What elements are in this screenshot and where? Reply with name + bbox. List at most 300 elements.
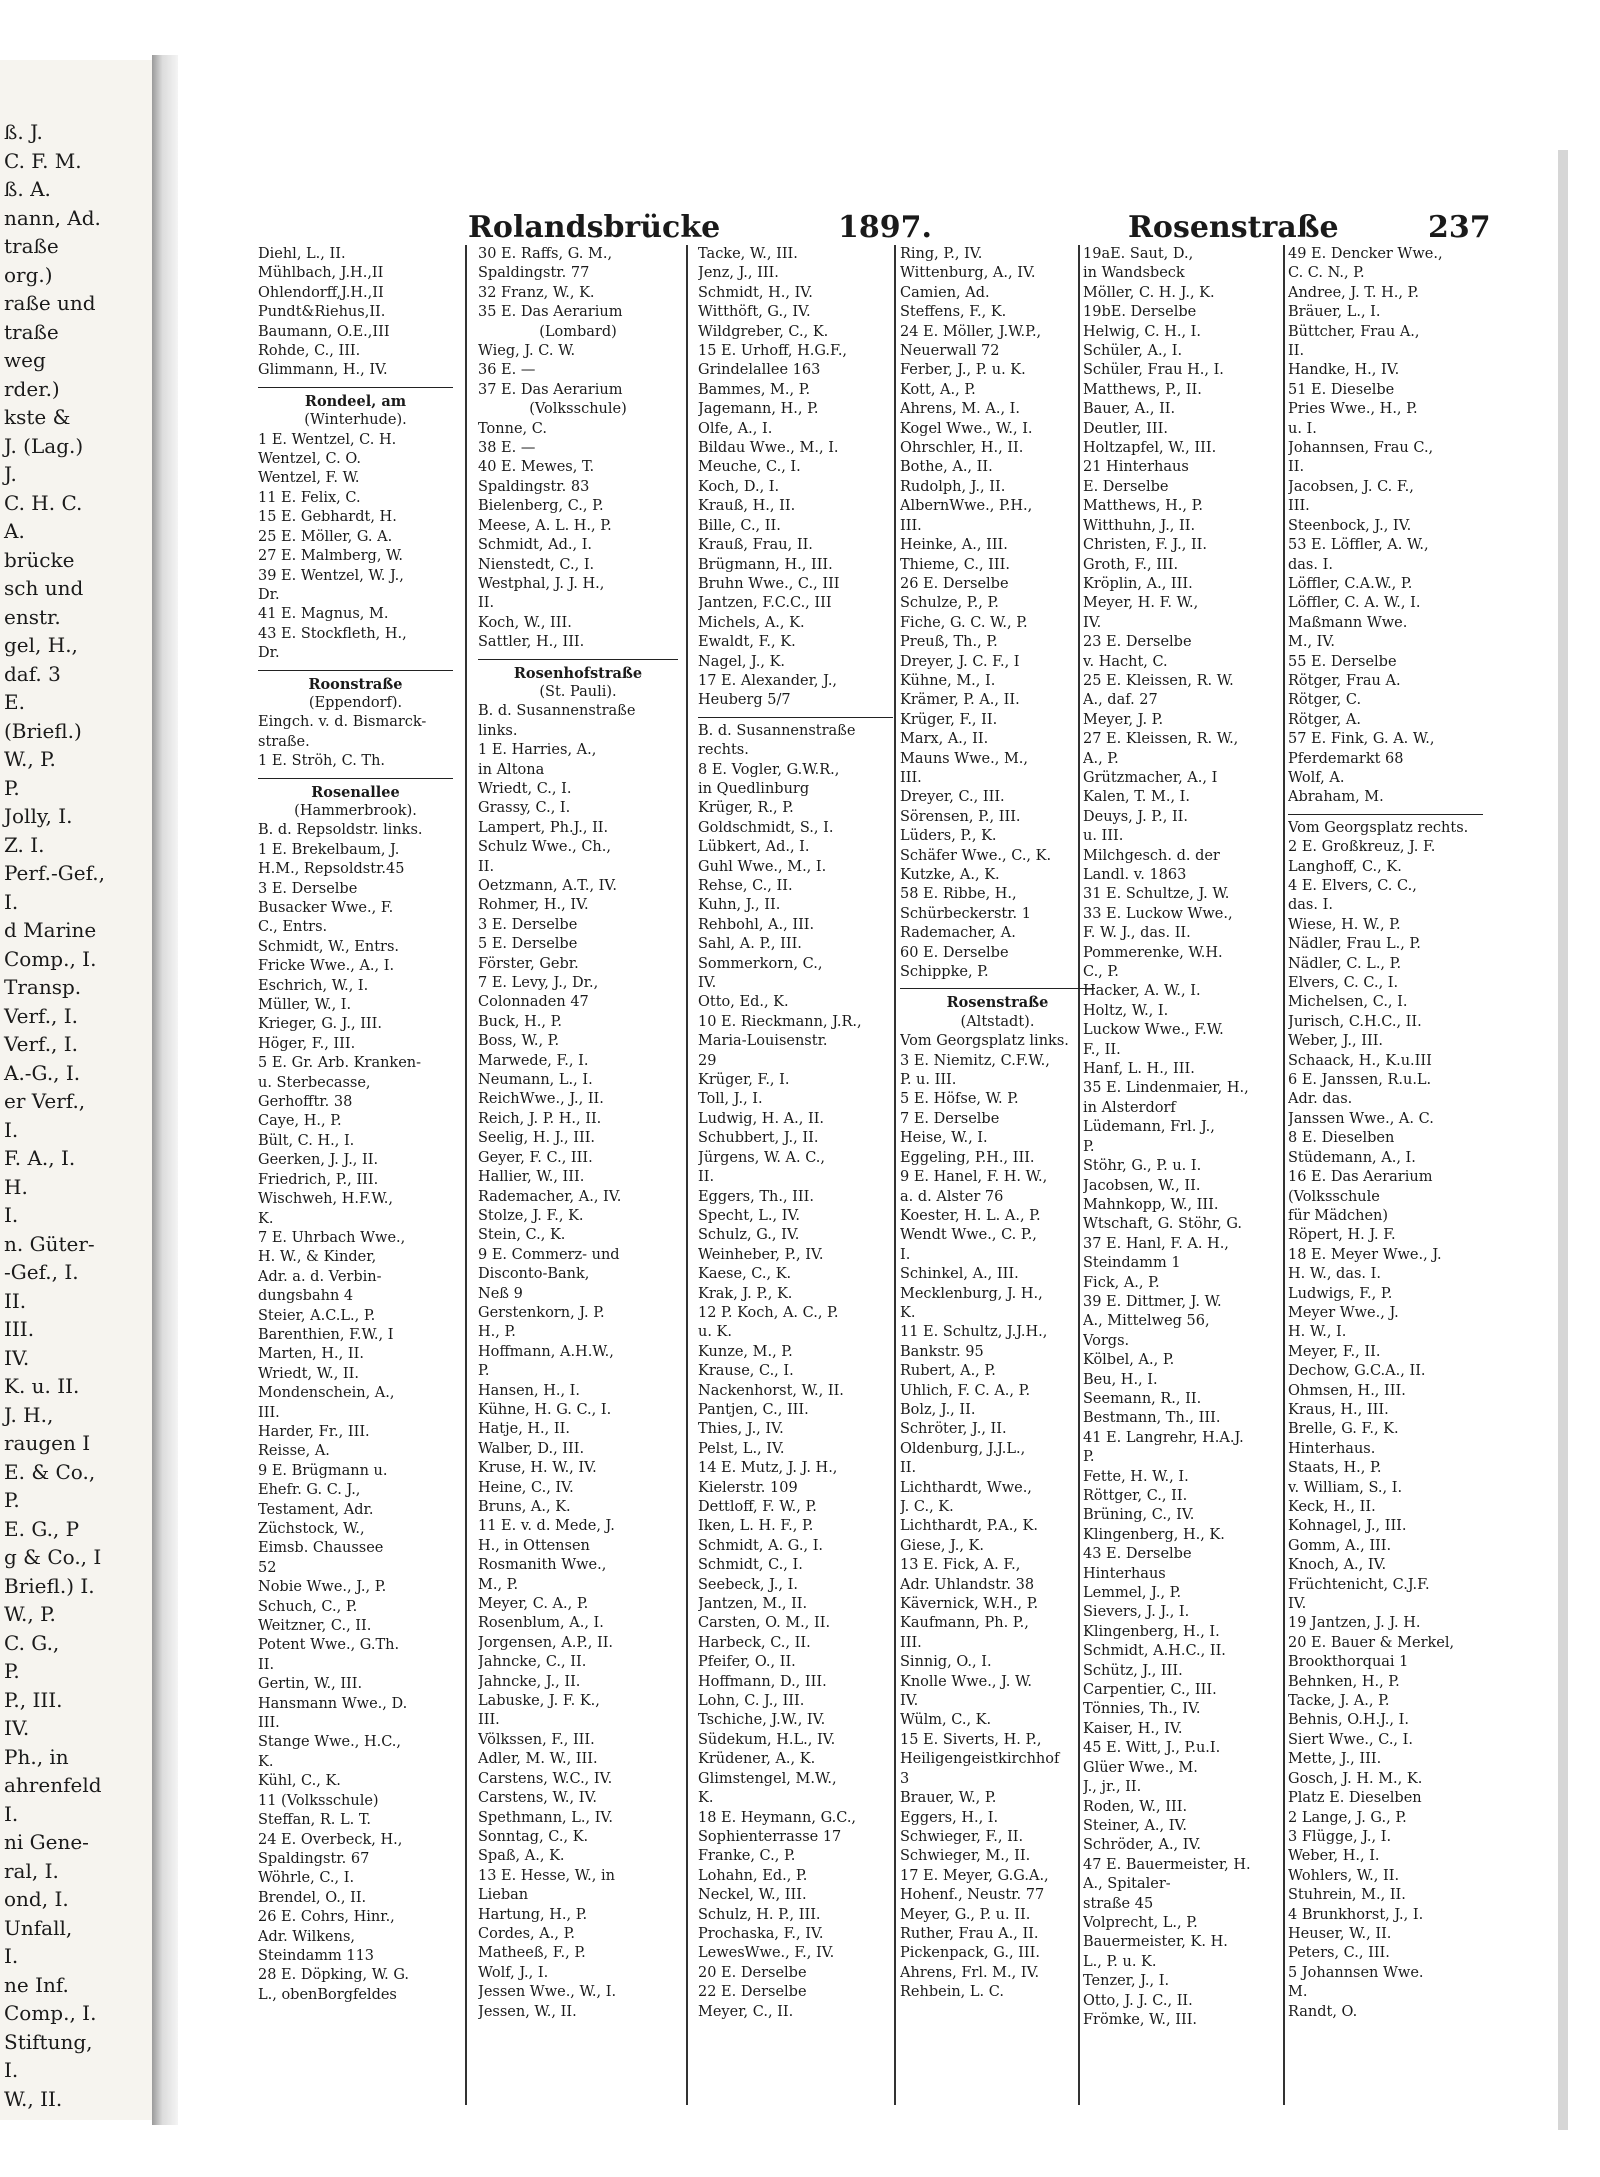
directory-entry: Schulz, G., IV. xyxy=(698,1227,800,1244)
directory-entry: IV. xyxy=(698,975,717,992)
directory-entry: Hartung, H., P. xyxy=(478,1906,588,1923)
left-page-line: W., II. xyxy=(4,2086,63,2111)
left-page-line: I. xyxy=(4,1203,19,1227)
directory-entry: Toll, J., I. xyxy=(698,1091,763,1108)
directory-entry: Koch, D., I. xyxy=(698,478,780,495)
directory-entry: Disconto-Bank, xyxy=(478,1266,590,1283)
directory-entry: H., P. xyxy=(478,1324,516,1341)
directory-entry: Heuberg 5/7 xyxy=(698,692,791,709)
directory-entry: 4 E. Elvers, C. C., xyxy=(1288,878,1417,894)
directory-entry: Rötger, C. xyxy=(1288,692,1362,709)
left-page-line: P. xyxy=(4,775,20,800)
street-heading: Rosenstraße xyxy=(946,994,1049,1012)
directory-entry: Meyer, F., II. xyxy=(1288,1343,1381,1360)
directory-entry: Völkssen, F., III. xyxy=(478,1731,595,1748)
directory-entry: Jorgensen, A.P., II. xyxy=(478,1634,614,1651)
directory-entry: Uhlich, F. C. A., P. xyxy=(900,1382,1031,1399)
directory-entry: Lemmel, J., P. xyxy=(1083,1585,1182,1602)
directory-entry: Sievers, J. J., I. xyxy=(1083,1604,1190,1621)
directory-entry: Jagemann, H., P. xyxy=(698,401,819,418)
directory-entry: Ferber, J., P. u. K. xyxy=(900,362,1026,379)
directory-entry: II. xyxy=(478,858,495,875)
directory-entry: Möller, C. H. J., K. xyxy=(1083,284,1215,301)
directory-entry: Rohde, C., III. xyxy=(258,343,361,360)
directory-entry: Seemann, R., II. xyxy=(1083,1390,1202,1407)
directory-entry: Kaese, C., K. xyxy=(698,1266,792,1283)
directory-entry: Kröplin, A., III. xyxy=(1083,575,1193,592)
directory-entry: Brüning, C., IV. xyxy=(1083,1507,1195,1524)
left-page-line: P. xyxy=(4,1659,20,1683)
directory-entry: 13 E. Hesse, W., in xyxy=(478,1867,615,1884)
directory-entry: Schuch, C., P. xyxy=(258,1598,358,1615)
directory-entry: 4 Brunkhorst, J., I. xyxy=(1288,1906,1424,1923)
directory-entry: Platz E. Dieselben xyxy=(1288,1790,1422,1807)
directory-entry: das. I. xyxy=(1288,556,1333,573)
left-page-line: J. xyxy=(4,462,17,486)
directory-entry: Hoffmann, D., III. xyxy=(698,1673,827,1690)
directory-entry: Buck, H., P. xyxy=(478,1013,563,1030)
directory-entry: 39 E. Wentzel, W. J., xyxy=(258,567,404,584)
directory-entry: AlbernWwe., P.H., xyxy=(900,498,1033,515)
directory-entry: Brügmann, H., III. xyxy=(698,556,833,573)
directory-entry: Ring, P., IV. xyxy=(900,246,983,262)
directory-entry: (St. Pauli). xyxy=(539,683,617,700)
directory-entry: Krämer, P. A., II. xyxy=(900,692,1020,709)
directory-entry: Wiese, H. W., P. xyxy=(1288,916,1401,933)
directory-entry: 17 E. Alexander, J., xyxy=(698,672,838,689)
left-page-line: P., III. xyxy=(4,1687,63,1712)
directory-entry: Bolz, J., II. xyxy=(900,1401,976,1418)
directory-entry: Dreyer, J. C. F., I xyxy=(900,653,1020,670)
directory-entry: Spaldingstr. 67 xyxy=(258,1850,370,1867)
directory-entry: Cordes, A., P. xyxy=(478,1925,576,1942)
directory-entry: Sahl, A. P., III. xyxy=(698,936,802,953)
directory-entry: F., II. xyxy=(1083,1041,1121,1058)
directory-entry: Koch, W., III. xyxy=(478,614,572,631)
left-page-line: Stiftung, xyxy=(4,2029,93,2054)
directory-entry: u. K. xyxy=(698,1324,732,1341)
directory-entry: Lieban xyxy=(478,1887,529,1904)
directory-entry: Colonnaden 47 xyxy=(478,994,589,1011)
directory-entry: dungsbahn 4 xyxy=(258,1288,354,1305)
directory-entry: Tonne, C. xyxy=(478,420,547,437)
directory-entry: Eimsb. Chaussee xyxy=(258,1540,384,1557)
left-page-line: I. xyxy=(4,2058,19,2082)
directory-entry: Meyer, J. P. xyxy=(1083,711,1164,728)
directory-entry: Dr. xyxy=(258,645,280,662)
directory-entry: 3 E. Niemitz, C.F.W., xyxy=(900,1052,1050,1069)
directory-entry: Schüler, Frau H., I. xyxy=(1083,362,1224,379)
left-page-line: IV. xyxy=(4,1716,30,1740)
left-page-fragment xyxy=(0,60,160,2120)
directory-entry: Marwede, F., I. xyxy=(478,1052,589,1069)
left-page-line: Transp. xyxy=(4,975,82,999)
page-number: 237 xyxy=(1428,210,1491,245)
directory-entry: Ohrschler, H., II. xyxy=(900,440,1024,457)
directory-entry: Thieme, C., III. xyxy=(900,556,1010,573)
directory-entry: Oldenburg, J.J.L., xyxy=(900,1440,1026,1457)
directory-entry: Pickenpack, G., III. xyxy=(900,1945,1040,1962)
directory-entry: v. Hacht, C. xyxy=(1083,653,1168,670)
directory-entry: II. xyxy=(900,1460,917,1477)
directory-entry: Eschrich, W., I. xyxy=(258,977,369,994)
directory-entry: Milchgesch. d. der xyxy=(1083,847,1220,864)
directory-entry: Tacke, W., III. xyxy=(698,246,798,262)
directory-entry: Jantzen, M., II. xyxy=(698,1596,808,1613)
directory-entry: Lohn, C. J., III. xyxy=(698,1693,805,1710)
directory-entry: Franke, C., P. xyxy=(698,1848,796,1865)
left-page-line: enstr. xyxy=(4,604,61,629)
left-page-line: n. Güter- xyxy=(4,1231,95,1256)
directory-entry: Ehefr. G. C. J., xyxy=(258,1482,361,1499)
left-page-line: brücke xyxy=(4,547,75,572)
left-page-line: F. A., I. xyxy=(4,1146,76,1170)
directory-entry: Grassy, C., I. xyxy=(478,800,571,817)
directory-entry: Schulz, H. P., III. xyxy=(698,1906,821,1923)
directory-entry: Meese, A. L. H., P. xyxy=(478,517,612,534)
directory-entry: Hansmann Wwe., D. xyxy=(258,1695,408,1712)
directory-entry: 2 Lange, J. G., P. xyxy=(1288,1809,1407,1826)
directory-entry: Jurisch, C.H.C., II. xyxy=(1288,1013,1422,1030)
directory-entry: B. d. Susannenstraße xyxy=(698,722,856,739)
left-page-line: C. G., xyxy=(4,1630,60,1655)
directory-entry: Kutzke, A., K. xyxy=(900,867,1000,883)
directory-entry: Stuhrein, M., II. xyxy=(1288,1887,1406,1904)
directory-entry: Reisse, A. xyxy=(258,1443,330,1460)
directory-entry: 26 E. Cohrs, Hinr., xyxy=(258,1909,395,1926)
directory-entry: Adr. Uhlandstr. 38 xyxy=(900,1576,1035,1593)
directory-entry: Groth, F., III. xyxy=(1083,556,1179,573)
directory-entry: H., in Ottensen xyxy=(478,1537,590,1554)
directory-entry: Wriedt, C., I. xyxy=(478,780,572,797)
directory-entry: C., Entrs. xyxy=(258,919,328,936)
directory-entry: Dr. xyxy=(258,586,280,603)
left-page-line: rder.) xyxy=(4,376,60,401)
directory-entry: Rudolph, J., II. xyxy=(900,478,1006,495)
directory-entry: Ewaldt, F., K. xyxy=(698,634,796,651)
section-rule xyxy=(478,653,678,660)
book-gutter xyxy=(152,55,178,2125)
directory-entry: Dreyer, C., III. xyxy=(900,789,1005,806)
directory-entry: 37 E. Hanl, F. A. H., xyxy=(1083,1235,1229,1252)
left-page-line: org.) xyxy=(4,262,53,287)
directory-entry: 1 E. Ströh, C. Th. xyxy=(258,753,386,770)
directory-entry: 25 E. Kleissen, R. W. xyxy=(1083,672,1234,689)
directory-entry: Roden, W., III. xyxy=(1083,1798,1188,1815)
directory-entry: Steffan, R. L. T. xyxy=(258,1812,371,1829)
directory-entry: Fiche, G. C. W., P. xyxy=(900,614,1028,631)
directory-entry: Lohahn, Ed., P. xyxy=(698,1867,808,1884)
directory-entry: 51 E. Dieselbe xyxy=(1288,381,1395,398)
directory-entry: Frömke, W., III. xyxy=(1083,2011,1198,2028)
directory-entry: rechts. xyxy=(698,742,749,759)
directory-entry: 8 E. Dieselben xyxy=(1288,1130,1395,1147)
directory-entry: II. xyxy=(1288,459,1305,476)
directory-entry: Bielenberg, C., P. xyxy=(478,498,604,515)
left-page-line: III. xyxy=(4,1317,35,1341)
directory-entry: Handke, H., IV. xyxy=(1288,362,1400,379)
directory-entry: Eggers, Th., III. xyxy=(698,1188,814,1205)
directory-entry: Langhoff, C., K. xyxy=(1288,858,1402,875)
directory-entry: Steenbock, J., IV. xyxy=(1288,517,1412,534)
directory-entry: Seebeck, J., I. xyxy=(698,1576,798,1593)
directory-entry: Schwieger, M., II. xyxy=(900,1848,1031,1865)
header-right-street: Rosenstraße xyxy=(1128,210,1339,245)
directory-entry: Camien, Ad. xyxy=(900,284,990,301)
directory-entry: Spethmann, L., IV. xyxy=(478,1809,613,1826)
directory-entry: 5 E. Gr. Arb. Kranken- xyxy=(258,1055,422,1072)
directory-entry: Neckel, W., III. xyxy=(698,1887,807,1904)
directory-entry: Matthews, H., P. xyxy=(1083,498,1204,515)
directory-entry: 18 E. Heymann, G.C., xyxy=(698,1809,857,1826)
directory-entry: Kraus, H., III. xyxy=(1288,1401,1389,1418)
directory-entry: Staats, H., P. xyxy=(1288,1460,1382,1477)
directory-entry: Harbeck, C., II. xyxy=(698,1634,811,1651)
directory-entry: Deutler, III. xyxy=(1083,420,1168,437)
directory-entry: Eggeling, P.H., III. xyxy=(900,1149,1035,1166)
directory-entry: (Eppendorf). xyxy=(308,694,403,711)
directory-entry: Maria-Louisenstr. xyxy=(698,1033,828,1050)
directory-entry: Michels, A., K. xyxy=(698,614,805,631)
directory-entry: 12 P. Koch, A. C., P. xyxy=(698,1304,839,1321)
directory-entry: 30 E. Raffs, G. M., xyxy=(478,246,613,262)
directory-entry: 29 xyxy=(698,1052,717,1069)
directory-entry: Glimmann, H., IV. xyxy=(258,362,388,379)
directory-entry: Kaiser, H., IV. xyxy=(1083,1720,1183,1737)
left-page-line: (Briefl.) xyxy=(4,718,82,743)
directory-entry: Jahncke, J., II. xyxy=(478,1673,581,1690)
directory-entry: Glimstengel, M.W., xyxy=(698,1770,837,1787)
directory-column-4 xyxy=(900,245,1095,2105)
directory-entry: IV. xyxy=(1083,614,1102,631)
directory-entry: Gosch, J. H. M., K. xyxy=(1288,1770,1423,1787)
directory-entry: LewesWwe., F., IV. xyxy=(698,1945,835,1962)
directory-entry: (Winterhude). xyxy=(304,412,407,429)
directory-entry: Boss, W., P. xyxy=(478,1033,560,1050)
directory-entry: Geerken, J. J., II. xyxy=(258,1152,379,1169)
directory-entry: Bildau Wwe., M., I. xyxy=(698,440,839,457)
directory-entry: H. W., I. xyxy=(1288,1324,1347,1341)
directory-entry: Rademacher, A. xyxy=(900,925,1016,942)
directory-entry: Matthews, P., II. xyxy=(1083,381,1202,398)
directory-entry: L., obenBorgfeldes xyxy=(258,1986,397,2003)
directory-entry: Lichthardt, P.A., K. xyxy=(900,1518,1038,1535)
directory-entry: M., IV. xyxy=(1288,634,1335,651)
directory-entry: M. xyxy=(1288,1984,1308,2001)
left-page-line: Unfall, xyxy=(4,1915,73,1940)
directory-entry: Schmidt, C., I. xyxy=(698,1557,803,1574)
directory-entry: Ludwigs, F., P. xyxy=(1288,1285,1393,1302)
directory-entry: I. xyxy=(900,1246,911,1263)
directory-entry: 20 E. Derselbe xyxy=(698,1964,807,1981)
directory-entry: Maßmann Wwe. xyxy=(1288,614,1408,631)
directory-entry: 53 E. Löffler, A. W., xyxy=(1288,537,1429,554)
directory-entry: C., P. xyxy=(1083,964,1119,981)
directory-entry: (Altstadt). xyxy=(960,1013,1035,1030)
directory-entry: 43 E. Derselbe xyxy=(1083,1546,1192,1563)
directory-entry: Krüger, R., P. xyxy=(698,800,794,817)
directory-entry: Müller, W., I. xyxy=(258,997,352,1014)
left-page-line: sch und xyxy=(4,576,84,600)
directory-entry: Nobie Wwe., J., P. xyxy=(258,1579,387,1596)
directory-entry: Schmidt, A.H.C., II. xyxy=(1083,1643,1226,1660)
section-rule xyxy=(258,381,453,388)
directory-entry: 36 E. — xyxy=(478,362,536,379)
directory-entry: 2 E. Großkreuz, J. F. xyxy=(1288,839,1436,856)
directory-entry: Krüger, F., I. xyxy=(698,1072,790,1089)
directory-entry: 58 E. Ribbe, H., xyxy=(900,886,1017,903)
street-heading: Roonstraße xyxy=(308,675,403,693)
directory-entry: Heuser, W., II. xyxy=(1288,1925,1392,1942)
directory-entry: Walber, D., III. xyxy=(478,1440,585,1457)
directory-entry: Iken, L. H. F., P. xyxy=(698,1518,814,1535)
directory-entry: Schmidt, H., IV. xyxy=(698,284,813,301)
directory-entry: Labuske, J. F. K., xyxy=(478,1693,600,1710)
directory-entry: Weber, J., III. xyxy=(1288,1033,1384,1050)
directory-entry: Gertin, W., III. xyxy=(258,1676,363,1693)
directory-entry: Goldschmidt, S., I. xyxy=(698,819,834,836)
directory-entry: Schwieger, F., II. xyxy=(900,1828,1024,1845)
directory-entry: straße. xyxy=(258,733,310,750)
directory-entry: Sonntag, C., K. xyxy=(478,1828,589,1845)
directory-entry: Wildgreber, C., K. xyxy=(698,323,829,340)
directory-entry: Deuys, J. P., II. xyxy=(1083,808,1189,825)
directory-entry: Klingenberg, H., I. xyxy=(1083,1623,1220,1640)
directory-entry: Meyer, C. A., P. xyxy=(478,1596,589,1613)
left-page-line: ne Inf. xyxy=(4,1972,69,1997)
directory-entry: III. xyxy=(900,517,922,534)
directory-entry: 9 E. Brügmann u. xyxy=(258,1462,388,1479)
column-divider xyxy=(894,245,896,2105)
directory-entry: Janssen Wwe., A. C. xyxy=(1288,1110,1434,1127)
directory-entry: straße 45 xyxy=(1083,1895,1154,1912)
directory-entry: Luckow Wwe., F.W. xyxy=(1083,1022,1224,1039)
directory-entry: Bestmann, Th., III. xyxy=(1083,1410,1221,1427)
directory-entry: Ohlendorff,J.H.,II xyxy=(258,284,384,301)
directory-entry: u. III. xyxy=(1083,828,1124,845)
directory-entry: Schulz Wwe., Ch., xyxy=(478,839,611,856)
directory-entry: Potent Wwe., G.Th. xyxy=(258,1637,400,1654)
directory-entry: Adler, M. W., III. xyxy=(478,1751,598,1768)
directory-entry: Hohenf., Neustr. 77 xyxy=(900,1887,1045,1904)
directory-entry: Fick, A., P. xyxy=(1083,1274,1160,1291)
directory-entry: H.M., Repsoldstr.45 xyxy=(258,861,405,878)
directory-entry: Stange Wwe., H.C., xyxy=(258,1734,401,1751)
directory-entry: 5 E. Derselbe xyxy=(478,936,578,953)
directory-entry: Sophienterrasse 17 xyxy=(698,1828,842,1845)
directory-entry: 60 E. Derselbe xyxy=(900,944,1009,961)
left-page-line: IV. xyxy=(4,1345,30,1370)
directory-entry: Bankstr. 95 xyxy=(900,1343,984,1360)
directory-entry: K. xyxy=(258,1753,274,1770)
left-page-line: E. xyxy=(4,690,25,714)
directory-entry: links. xyxy=(478,722,518,739)
directory-entry: Schmidt, A. G., I. xyxy=(698,1537,824,1554)
directory-entry: Hinterhaus xyxy=(1083,1565,1166,1582)
directory-entry: Rosmanith Wwe., xyxy=(478,1557,607,1574)
directory-entry: III. xyxy=(478,1712,500,1729)
directory-entry: Vorgs. xyxy=(1083,1332,1130,1349)
directory-entry: A., Spitaler- xyxy=(1083,1876,1171,1893)
directory-entry: H. W., das. I. xyxy=(1288,1266,1381,1283)
directory-entry: M., P. xyxy=(478,1576,519,1593)
directory-entry: 15 E. Siverts, H. P., xyxy=(900,1731,1042,1748)
directory-entry: 25 E. Möller, G. A. xyxy=(258,528,393,545)
directory-entry: Baumann, O.E.,III xyxy=(258,323,390,340)
directory-entry: Beu, H., I. xyxy=(1083,1371,1158,1388)
directory-entry: (Volksschule xyxy=(1288,1188,1380,1205)
directory-entry: Stein, C., K. xyxy=(478,1227,566,1244)
directory-entry: Elvers, C. C., I. xyxy=(1288,975,1399,992)
left-page-line: Z. I. xyxy=(4,832,45,857)
left-page-line: kste & xyxy=(4,405,71,429)
directory-entry: Meyer, C., II. xyxy=(698,2003,794,2020)
directory-entry: Früchtenicht, C.J.F. xyxy=(1288,1576,1430,1593)
directory-entry: Rademacher, A., IV. xyxy=(478,1188,622,1205)
directory-entry: 15 E. Urhoff, H.G.F., xyxy=(698,343,848,360)
directory-entry: 49 E. Dencker Wwe., xyxy=(1288,246,1443,262)
directory-entry: Pantjen, C., III. xyxy=(698,1401,809,1418)
directory-entry: Spaldingstr. 77 xyxy=(478,265,590,282)
directory-entry: Löffler, C. A. W., I. xyxy=(1288,595,1421,612)
directory-entry: Kuhn, J., II. xyxy=(698,897,781,914)
directory-entry: Jenz, J., III. xyxy=(698,265,779,282)
directory-page xyxy=(178,150,1568,2130)
directory-entry: Klingenberg, H., K. xyxy=(1083,1526,1225,1543)
directory-entry: F. W. J., das. II. xyxy=(1083,925,1191,942)
directory-entry: IV. xyxy=(900,1693,919,1710)
left-page-line: d Marine xyxy=(4,918,97,942)
directory-column-2 xyxy=(478,245,678,2105)
directory-entry: Holtz, W., I. xyxy=(1083,1002,1169,1019)
directory-entry: Geyer, F. C., III. xyxy=(478,1149,593,1166)
left-page-line: traße xyxy=(4,319,59,344)
directory-entry: v. William, S., I. xyxy=(1288,1479,1403,1496)
directory-entry: Nädler, C. L., P. xyxy=(1288,955,1402,972)
directory-entry: 5 Johannsen Wwe. xyxy=(1288,1964,1424,1981)
directory-entry: Jessen, W., II. xyxy=(478,2003,577,2020)
directory-entry: III. xyxy=(900,769,922,786)
directory-entry: Nackenhorst, W., II. xyxy=(698,1382,844,1399)
directory-entry: 1 E. Brekelbaum, J. xyxy=(258,841,400,858)
directory-entry: Röttger, C., II. xyxy=(1083,1488,1188,1504)
directory-entry: Krak, J. P., K. xyxy=(698,1285,793,1302)
left-page-line: P. xyxy=(4,1488,20,1512)
directory-entry: Bräuer, L., I. xyxy=(1288,304,1381,321)
directory-entry: 32 Franz, W., K. xyxy=(478,284,595,301)
directory-entry: u. I. xyxy=(1288,420,1317,437)
left-page-line: er Verf., xyxy=(4,1089,86,1113)
directory-entry: Otto, Ed., K. xyxy=(698,994,789,1011)
directory-entry: Carsten, O. M., II. xyxy=(698,1615,831,1632)
directory-entry: II. xyxy=(258,1656,275,1673)
directory-entry: Gerstenkorn, J. P. xyxy=(478,1304,605,1321)
directory-entry: Seelig, H. J., III. xyxy=(478,1130,596,1147)
directory-entry: 15 E. Gebhardt, H. xyxy=(258,509,397,526)
page-header xyxy=(178,210,1491,250)
directory-entry: Weber, H., I. xyxy=(1288,1848,1380,1865)
directory-entry: Preuß, Th., P. xyxy=(900,634,998,651)
directory-entry: Schubbert, J., II. xyxy=(698,1130,819,1147)
directory-entry: Sommerkorn, C., xyxy=(698,955,823,972)
directory-entry: 14 E. Mutz, J. J. H., xyxy=(698,1460,838,1477)
directory-entry: Schinkel, A., III. xyxy=(900,1266,1019,1283)
directory-entry: Röpert, H. J. F. xyxy=(1288,1227,1396,1244)
directory-entry: Harder, Fr., III. xyxy=(258,1423,370,1440)
directory-entry: Brauer, W., P. xyxy=(900,1790,997,1807)
directory-entry: 11 E. Felix, C. xyxy=(258,489,361,506)
directory-entry: Stüdemann, A., I. xyxy=(1288,1149,1416,1166)
